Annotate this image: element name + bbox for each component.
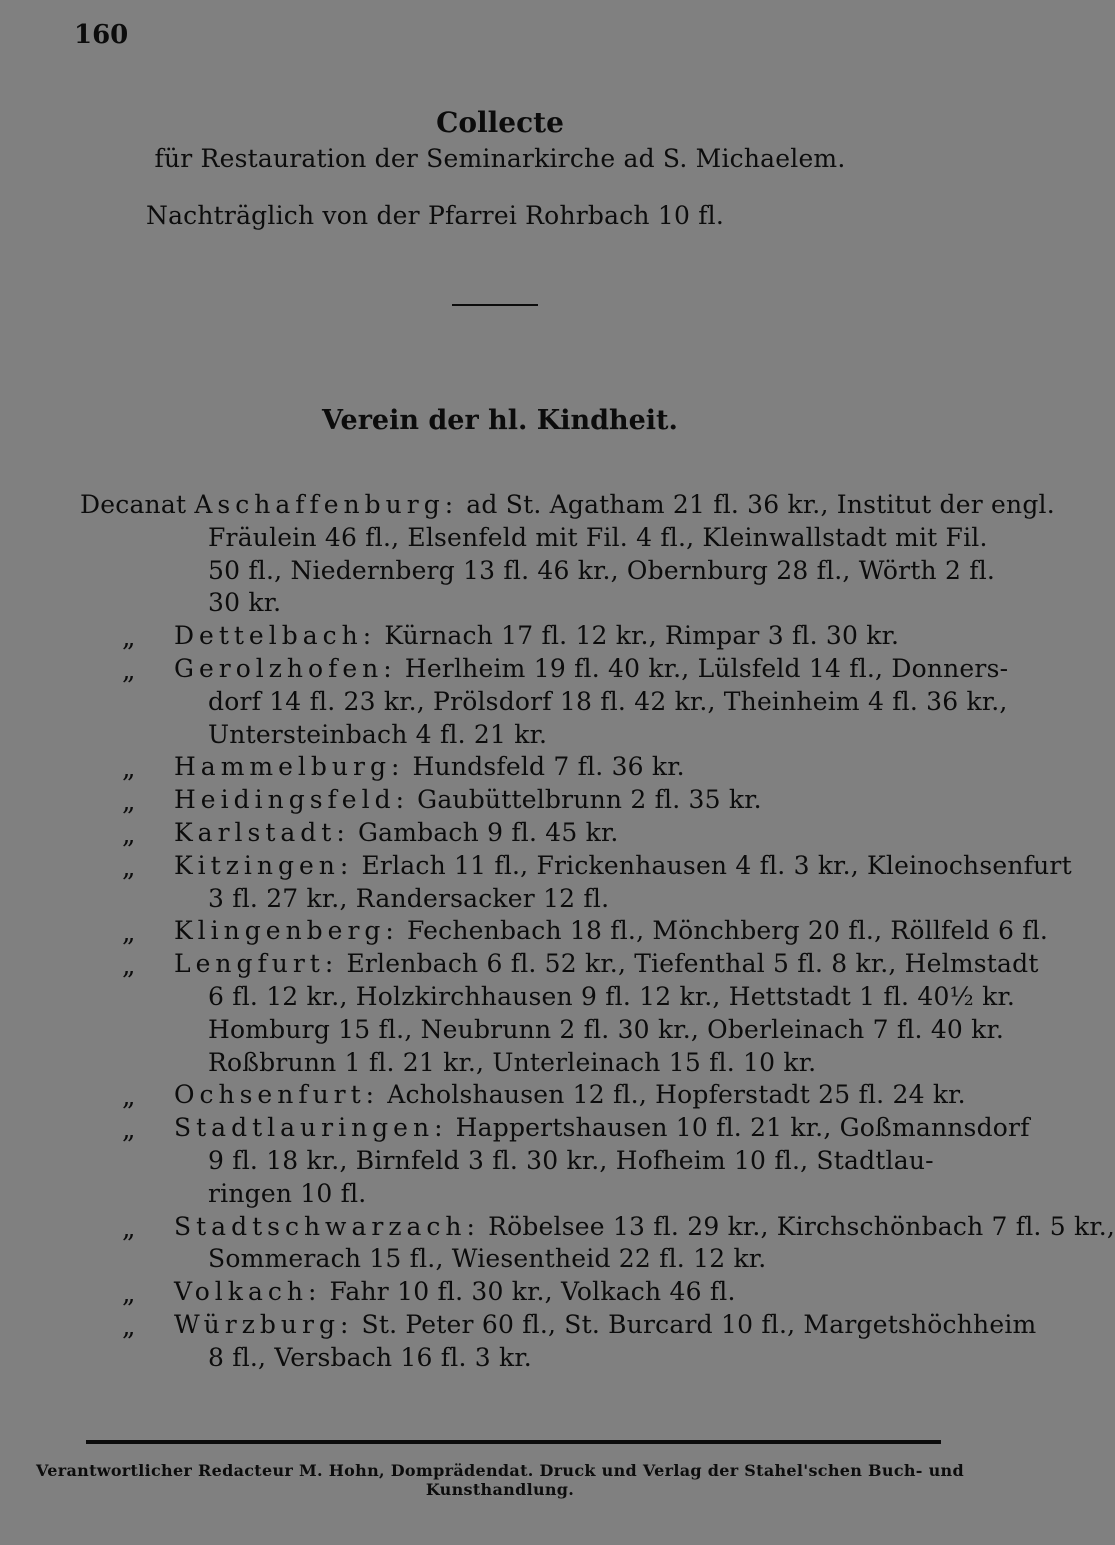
deanery-entry-first-line [122,1211,1115,1244]
deanery-entry-continuation: ringen 10 fl. [208,1178,367,1208]
parish-contributions: Gaubüttelbrunn 2 fl. 35 kr. [417,785,762,815]
collecte-subtitle: für Restauration der Seminarkirche ad S. Michaelem. [154,144,846,173]
parish-contributions: St. Peter 60 fl., St. Burcard 10 fl., Margetshöchheim [361,1310,1037,1339]
ditto-mark: „ [122,951,136,982]
parish-contributions: Herlheim 19 fl. 40 kr., Lülsfeld 14 fl., Donners- [404,654,1009,683]
ditto-mark: „ [122,787,136,818]
deanery-entry-first-line [122,1277,736,1310]
deanery-entry-continuation: Roßbrunn 1 fl. 21 kr., Unterleinach 15 fl. 10 kr. [208,1047,817,1077]
deanery-entry-first-line [122,1310,1037,1342]
parish-contributions: Happertshausen 10 fl. 21 kr., Goßmannsdorf [455,1113,1030,1143]
deanery-name: Klingenberg: [174,916,399,946]
deanery-name: Karlstadt: [174,818,350,847]
parish-contributions: Acholshausen 12 fl., Hopferstadt 25 fl. 24 kr. [387,1080,966,1110]
deanery-entry-continuation: Homburg 15 fl., Neubrunn 2 fl. 30 kr., Oberleinach 7 fl. 40 kr. [208,1014,1005,1044]
deanery-entry-first-line [122,752,685,785]
section-divider [452,304,538,306]
ditto-mark: „ [122,1082,136,1113]
ditto-mark: „ [122,623,136,654]
deanery-entry-first-line [122,785,762,818]
parish-contributions: Kürnach 17 fl. 12 kr., Rimpar 3 fl. 30 kr. [384,621,900,651]
deanery-name: Ochsenfurt: [174,1080,380,1110]
deanery-name: Kitzingen: [174,850,354,880]
ditto-mark: „ [122,754,136,785]
deanery-entry-first-line [122,916,1049,949]
deanery-entry-continuation: 30 kr. [208,588,282,618]
parish-contributions: ad St. Agatham 21 fl. 36 kr., Institut der engl. [466,490,1055,519]
deanery-name: Aschaffenburg: [194,490,459,519]
deanery-entry-first-line [122,654,1009,686]
ditto-mark: „ [122,1115,136,1146]
ditto-mark: „ [122,820,136,850]
deanery-entry-first-line [122,621,900,654]
deanery-entry-first-line [80,490,1055,519]
deanery-entry-first-line [122,850,1072,883]
deanery-name: Stadtschwarzach: [174,1211,480,1241]
imprint-footer: Verantwortlicher Redacteur M. Hohn, Domprädendat. Druck und Verlag der Stahel'schen Buch- und Kunsthandlung. [36,1461,964,1499]
deanery-name: Gerolzhofen: [174,654,397,683]
parish-contributions: Fechenbach 18 fl., Mönchberg 20 fl., Röllfeld 6 fl. [407,916,1049,946]
deanery-entry-continuation: Sommerach 15 fl., Wiesentheid 22 fl. 12 kr. [208,1244,767,1274]
deanery-name: Heidingsfeld: [174,785,409,815]
parish-contributions: Erlenbach 6 fl. 52 kr., Tiefenthal 5 fl. 8 kr., Helmstadt [346,949,1039,979]
deanery-entry-continuation: 8 fl., Versbach 16 fl. 3 kr. [208,1342,532,1372]
deanery-entry-continuation: Untersteinbach 4 fl. 21 kr. [208,719,548,749]
ditto-mark: „ [122,1312,136,1342]
footer-rule [86,1440,941,1444]
verein-title: Verein der hl. Kindheit. [322,405,678,436]
deanery-entry-continuation: 50 fl., Niedernberg 13 fl. 46 kr., Obernburg 28 fl., Wörth 2 fl. [208,555,996,585]
ditto-mark: „ [122,852,136,883]
deanery-name: Volkach: [174,1277,322,1307]
deanery-name: Lengfurt: [174,949,339,979]
deanery-entry-continuation: Fräulein 46 fl., Elsenfeld mit Fil. 4 fl., Kleinwallstadt mit Fil. [208,522,988,552]
deanery-entry-continuation: 6 fl. 12 kr., Holzkirchhausen 9 fl. 12 kr., Hettstadt 1 fl. 40½ kr. [208,982,1016,1011]
collecte-entry: Nachträglich von der Pfarrei Rohrbach 10 fl. [146,201,725,230]
ditto-mark: „ [122,918,136,949]
parish-contributions: Röbelsee 13 fl. 29 kr., Kirchschönbach 7 fl. 5 kr., [488,1211,1115,1241]
parish-contributions: Fahr 10 fl. 30 kr., Volkach 46 fl. [329,1277,736,1307]
collecte-title: Collecte [436,106,564,139]
ditto-mark: „ [122,656,136,686]
deanery-entry-first-line [122,818,619,850]
ditto-mark: „ [122,1213,136,1244]
deanery-entry-first-line [122,949,1039,982]
deanery-name: Würzburg: [174,1310,354,1339]
deanery-name: Stadtlauringen: [174,1113,448,1143]
deanery-name: Hammelburg: [174,752,405,782]
deanery-entry-continuation: 9 fl. 18 kr., Birnfeld 3 fl. 30 kr., Hofheim 10 fl., Stadtlau- [208,1146,934,1175]
deanery-entry-continuation: dorf 14 fl. 23 kr., Prölsdorf 18 fl. 42 kr., Theinheim 4 fl. 36 kr., [208,686,1008,716]
deanery-entry-continuation: 3 fl. 27 kr., Randersacker 12 fl. [208,883,610,913]
parish-contributions: Hundsfeld 7 fl. 36 kr. [412,752,685,782]
deanery-entry-first-line [122,1080,966,1113]
decanat-label: Decanat [80,490,187,519]
deanery-entry-first-line [122,1113,1030,1146]
parish-contributions: Gambach 9 fl. 45 kr. [357,818,619,847]
deanery-name: Dettelbach: [174,621,377,651]
ditto-mark: „ [122,1279,136,1310]
parish-contributions: Erlach 11 fl., Frickenhausen 4 fl. 3 kr., Kleinochsenfurt [361,850,1072,880]
page-number: 160 [74,20,129,50]
